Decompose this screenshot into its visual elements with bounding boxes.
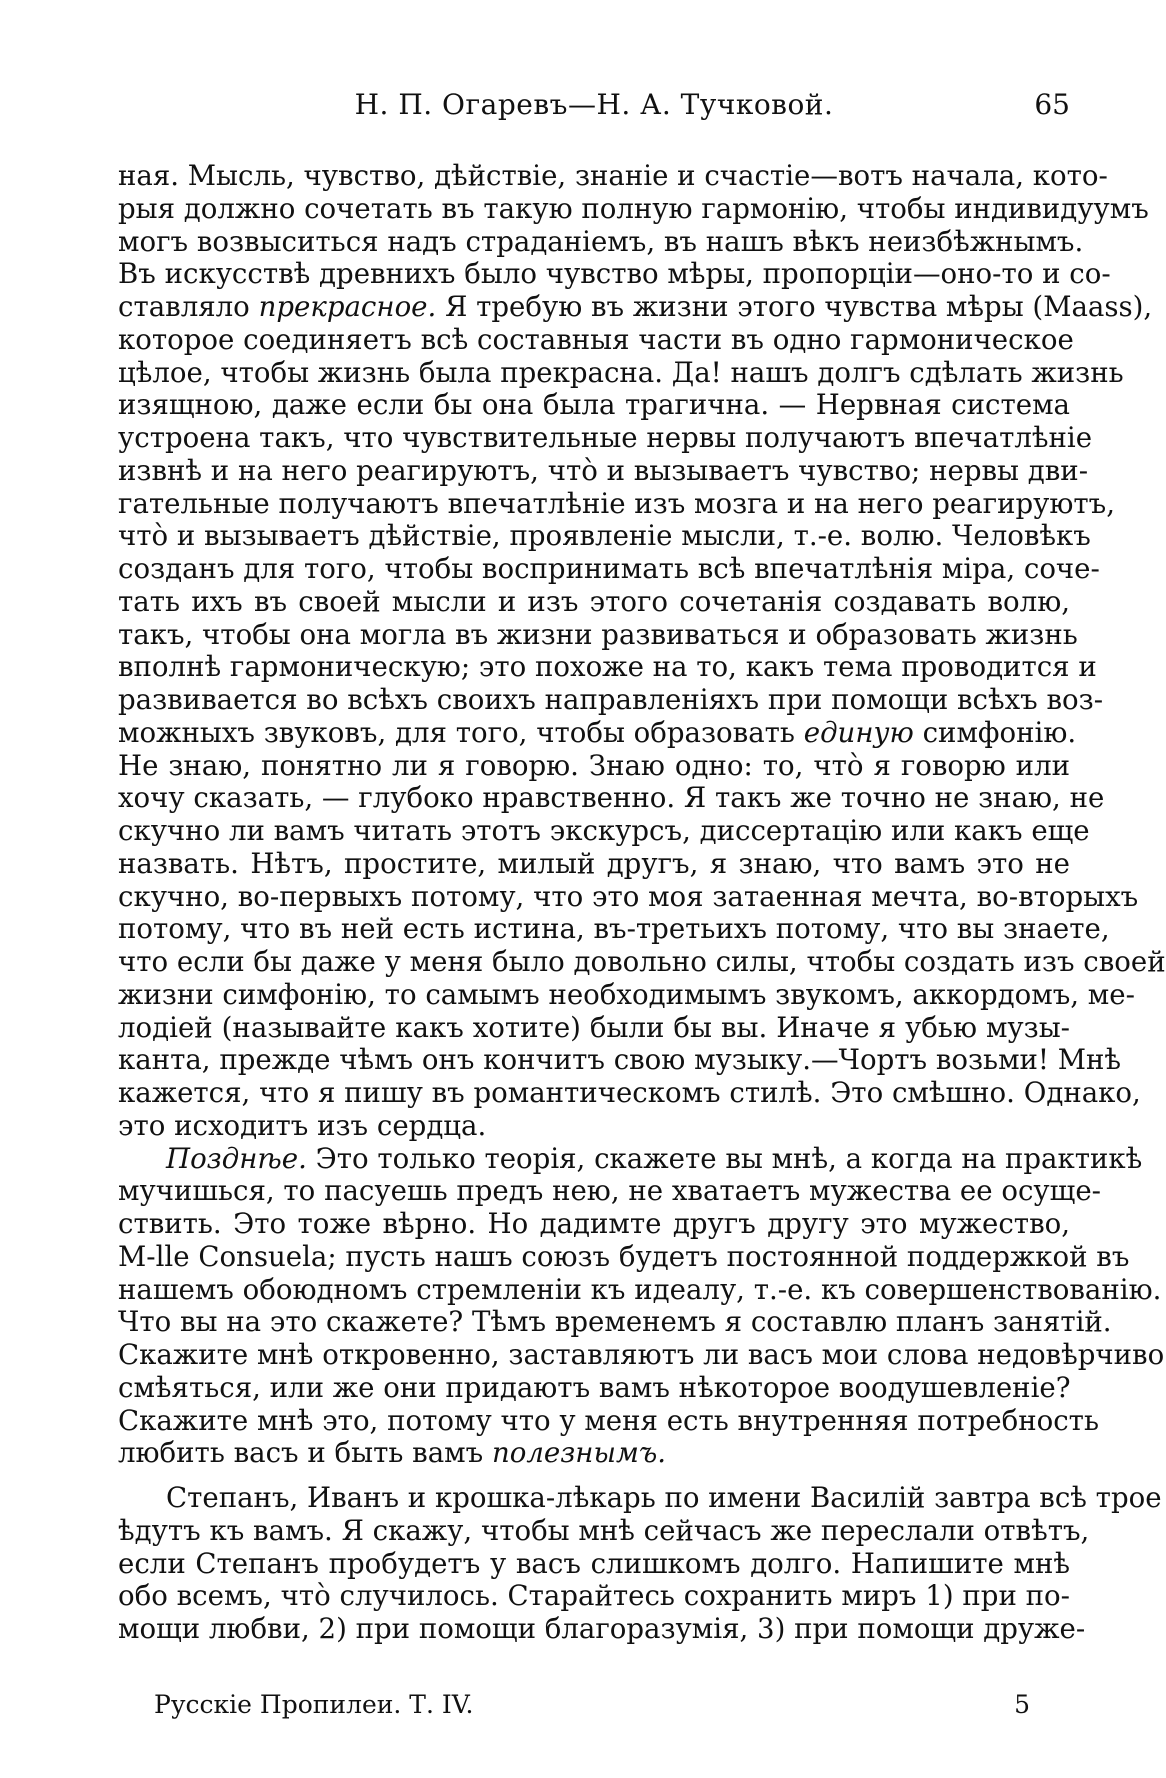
text-line: хочу сказать, — глубоко нравственно. Я такъ же точно не знаю, не (118, 781, 1105, 815)
text-line: назвать. Нѣтъ, простите, милый другъ, я знаю, что вамъ это не (118, 846, 1070, 880)
text-line: жизни симфонію, то самымъ необходимымъ звукомъ, аккордомъ, ме- (118, 977, 1135, 1011)
text-line: Позднѣе. Это только теорія, скажете вы мнѣ, а когда на практикѣ (166, 1141, 1143, 1175)
text-line: такъ, чтобы она могла въ жизни развиваться и образовать жизнь (118, 617, 1078, 651)
emphasis-text: Позднѣе. (166, 1141, 307, 1175)
text-line: обо всемъ, что̀ случилось. Старайтесь сохранить миръ 1) при по- (118, 1579, 1070, 1613)
text-line: мучишься, то пасуешь предъ нею, не хватаетъ мужества ее осуще- (118, 1174, 1101, 1208)
letter-text (118, 159, 1166, 1646)
text-line: извнѣ и на него реагируютъ, что̀ и вызываетъ чувство; нервы дви- (118, 453, 1089, 487)
text-line: Въ искусствѣ древнихъ было чувство мѣры, пропорціи—оно-то и со- (118, 257, 1111, 291)
signature-title: Русскіе Пропилеи. Т. IV. (154, 1690, 474, 1719)
emphasis-text: полезнымъ. (491, 1436, 666, 1470)
text-line: смѣяться, или же они придаютъ вамъ нѣкоторое воодушевленіе? (118, 1370, 1071, 1404)
text-line: ствить. Это тоже вѣрно. Но дадимте другъ другу это мужество, (118, 1207, 1070, 1240)
text-line: цѣлое, чтобы жизнь была прекрасна. Да! нашъ долгъ сдѣлать жизнь (118, 355, 1124, 389)
text-line: кажется, что я пишу въ романтическомъ стилѣ. Это смѣшно. Однако, (118, 1076, 1141, 1109)
text-line: которое соединяетъ всѣ составныя части въ одно гармоническое (118, 322, 1074, 356)
text-line: любить васъ и быть вамъ полезнымъ. (118, 1436, 666, 1470)
text-line: нашемъ обоюдномъ стремленіи къ идеалу, т.-е. къ совершенствованію. (118, 1272, 1162, 1306)
text-line: гательные получаютъ впечатлѣніе изъ мозга и на него реагируютъ, (118, 486, 1116, 520)
text-line: вполнѣ гармоническую; это похоже на то, какъ тема проводится и (118, 650, 1097, 684)
text-line: изящною, даже если бы она была трагична. — Нервная система (118, 388, 1070, 422)
text-line: ставляло прекрасное. Я требую въ жизни этого чувства мѣры (Maass), (118, 290, 1153, 323)
text-line: могъ возвыситься надъ страданіемъ, въ нашъ вѣкъ неизбѣжнымъ. (118, 224, 1084, 258)
text-line: устроена такъ, что чувствительные нервы получаютъ впечатлѣніе (118, 421, 1093, 454)
page-number: 65 (1034, 88, 1070, 121)
text-line: Скажите мнѣ это, потому что у меня есть внутренняя потребность (118, 1403, 1099, 1437)
text-line: рыя должно сочетать въ такую полную гармонію, чтобы индивидуумъ (118, 191, 1149, 225)
text-line: Степанъ, Иванъ и крошка-лѣкарь по имени Василій завтра всѣ трое (166, 1481, 1162, 1514)
text-line: если Степанъ пробудетъ у васъ слишкомъ долго. Напишите мнѣ (118, 1546, 1070, 1580)
emphasis-text: прекрасное. (258, 290, 437, 323)
signature-number: 5 (1014, 1690, 1030, 1719)
text-line: Что вы на это скажете? Тѣмъ временемъ я составлю планъ занятій. (118, 1305, 1112, 1339)
text-line: созданъ для того, чтобы воспринимать всѣ впечатлѣнія міра, сочe- (118, 552, 1100, 585)
text-line: мощи любви, 2) при помощи благоразумія, 3) при помощи друже- (118, 1612, 1086, 1645)
text-line: лодіей (называйте какъ хотите) были бы вы. Иначе я убью музы- (118, 1010, 1070, 1044)
page-footer (118, 1690, 1070, 1726)
running-head: Н. П. Огаревъ—Н. А. Тучковой. (354, 88, 834, 121)
text-line: развивается во всѣхъ своихъ направленіяхъ при помощи всѣхъ воз- (118, 683, 1104, 716)
text-line: канта, прежде чѣмъ онъ кончитъ свою музыку.—Чортъ возьми! Мнѣ (118, 1043, 1122, 1077)
text-line: скучно ли вамъ читать этотъ экскурсъ, диссертацію или какъ еще (118, 814, 1090, 847)
text-line: M-lle Consuela; пусть нашъ союзъ будетъ постоянной поддержкой въ (118, 1239, 1130, 1273)
text-line: Не знаю, понятно ли я говорю. Знаю одно: то, что̀ я говорю или (118, 748, 1070, 782)
text-line: что если бы даже у меня было довольно силы, чтобы создать изъ своей (118, 945, 1166, 978)
text-line: ѣдутъ къ вамъ. Я скажу, чтобы мнѣ сейчасъ же переслали отвѣтъ, (118, 1513, 1090, 1547)
text-line: можныхъ звуковъ, для того, чтобы образовать единую симфонію. (118, 715, 1077, 749)
emphasis-text: единую (803, 715, 914, 749)
text-line: скучно, во-первыхъ потому, что это моя затаенная мечта, во-вторыхъ (118, 879, 1139, 913)
text-line: это исходитъ изъ сердца. (118, 1108, 487, 1142)
text-line: потому, что въ ней есть истина, въ-третьихъ потому, что вы знаете, (118, 912, 1110, 946)
page-header (118, 88, 1070, 132)
text-line: тать ихъ въ своей мысли и изъ этого сочетанія создавать волю, (118, 584, 1070, 618)
text-line: ная. Мысль, чувство, дѣйствіе, знаніе и счастіе—вотъ начала, кото- (118, 159, 1108, 192)
text-line: Скажите мнѣ откровенно, заставляютъ ли васъ мои слова недовѣрчиво (118, 1338, 1165, 1371)
text-line: что̀ и вызываетъ дѣйствіе, проявленіе мысли, т.-е. волю. Человѣкъ (118, 519, 1091, 553)
